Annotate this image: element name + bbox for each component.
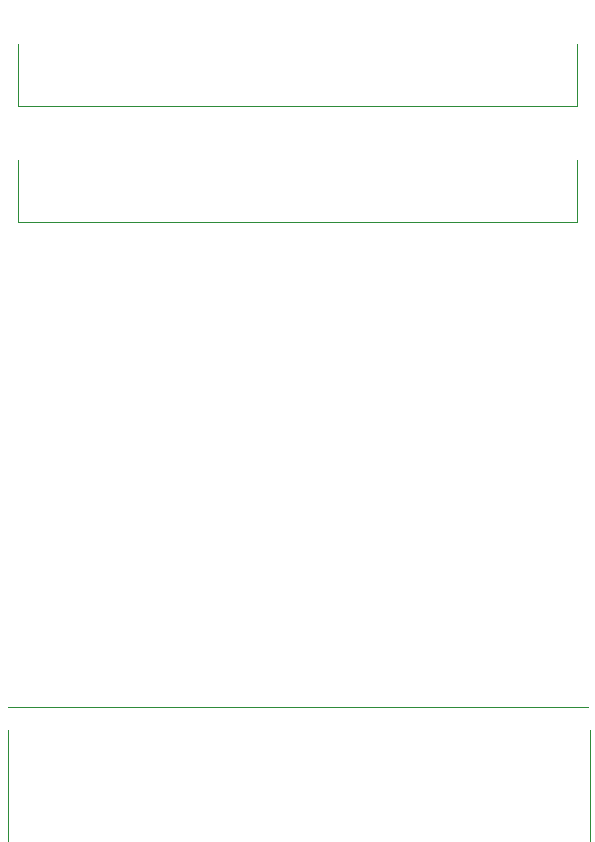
section-2-box [18, 160, 578, 223]
section-1-box [18, 44, 578, 107]
disclaimer-box [8, 730, 591, 842]
disclaimer-header-rule [8, 707, 589, 730]
